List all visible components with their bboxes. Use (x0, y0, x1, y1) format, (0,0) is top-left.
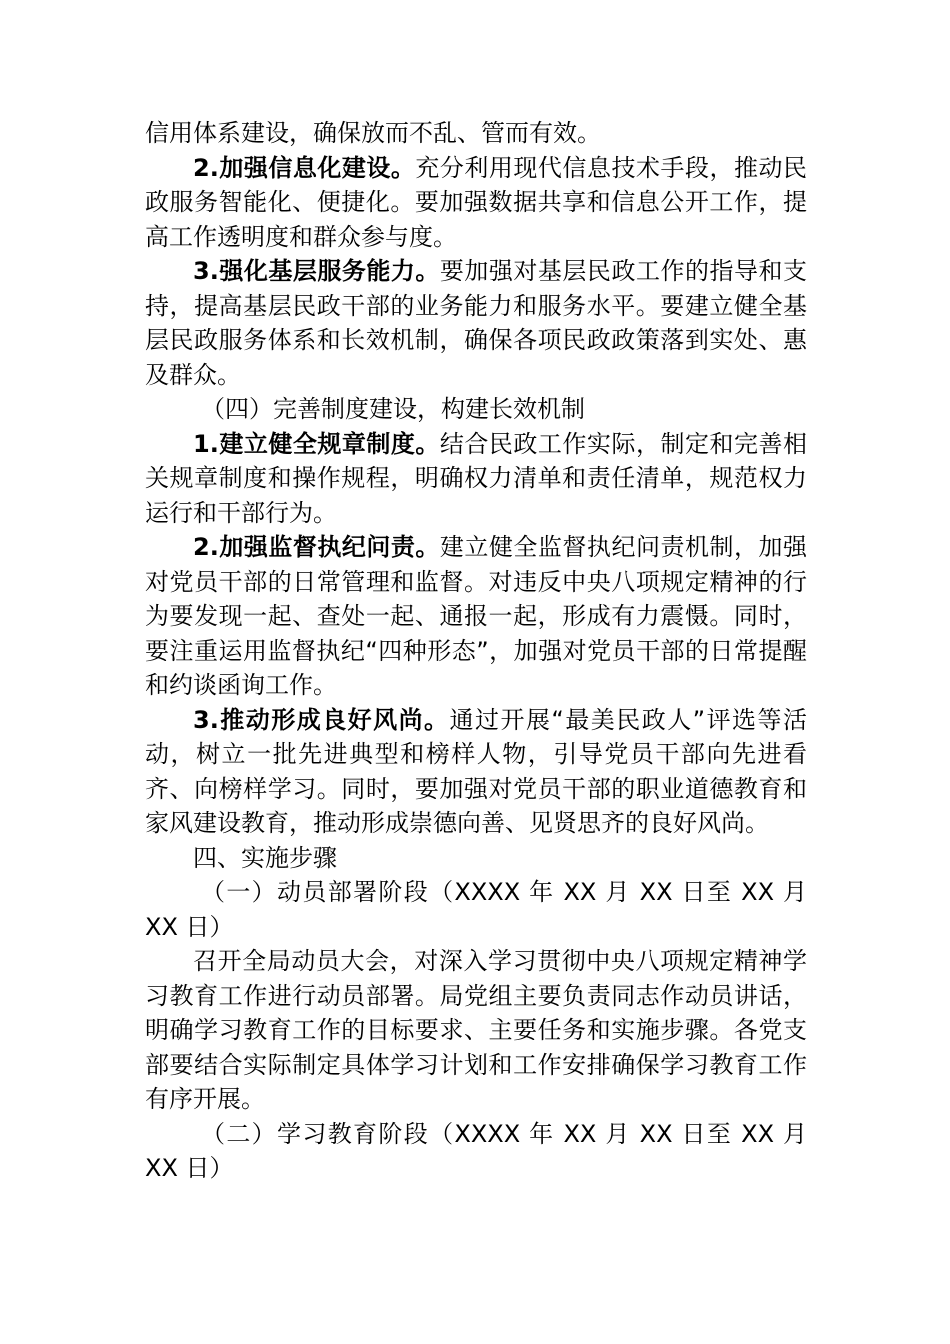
paragraph-item (145, 254, 807, 392)
document-body (145, 116, 807, 1186)
paragraph-text: 通过开展“最美民政人”评选等活动，树立一批先进典型和榜样人物，引导党员干部向先进看齐、向榜样学习。同时，要加强对党员干部的职业道德教育和家风建设教育，推动形成崇德向善、见贤思齐的良好风尚。 (145, 705, 807, 837)
paragraph-item (145, 530, 807, 703)
item-heading: 1.建立健全规章制度。 (193, 429, 440, 458)
paragraph-text: 建立健全监督执纪问责机制，加强对党员干部的日常管理和监督。对违反中央八项规定精神的行为要发现一起、查处一起、通报一起，形成有力震慑。同时，要注重运用监督执纪“四种形态”，加强对党员干部的日常提醒和约谈函询工作。 (145, 533, 807, 699)
paragraph-text: 要加强对基层民政工作的指导和支持，提高基层民政干部的业务能力和服务水平。要建立健全基层民政服务体系和长效机制，确保各项民政政策落到实处、惠及群众。 (145, 257, 807, 389)
subheading (145, 392, 807, 427)
paragraph-continuation (145, 116, 807, 151)
item-heading: 2.加强监督执纪问责。 (193, 533, 440, 561)
subheading (145, 875, 807, 944)
paragraph-text: 充分利用现代信息技术手段，推动民政服务智能化、便捷化。要加强数据共享和信息公开工作，提高工作透明度和群众参与度。 (145, 153, 807, 251)
item-heading: 2.加强信息化建设。 (193, 153, 416, 182)
section-heading (145, 841, 807, 876)
subheading (145, 1117, 807, 1186)
subheading-text: （四）完善制度建设，构建长效机制 (201, 395, 585, 423)
paragraph-text: 结合民政工作实际，制定和完善相关规章制度和操作规程，明确权力清单和责任清单，规范权力运行和干部行为。 (145, 429, 807, 527)
paragraph-item (145, 151, 807, 255)
paragraph-item (145, 703, 807, 841)
paragraph-item (145, 427, 807, 531)
item-heading: 3.推动形成良好风尚。 (193, 705, 450, 734)
subheading-text: （二）学习教育阶段（XXXX 年 XX 月 XX 日至 XX 月 XX 日） (145, 1119, 807, 1182)
paragraph-text: 信用体系建设，确保放而不乱、管而有效。 (145, 119, 601, 147)
paragraph-text: 召开全局动员大会，对深入学习贯彻中央八项规定精神学习教育工作进行动员部署。局党组主要负责同志作动员讲话，明确学习教育工作的目标要求、主要任务和实施步骤。各党支部要结合实际制定具体学习计划和工作安排确保学习教育工作有序开展。 (145, 947, 807, 1113)
item-heading: 3.强化基层服务能力。 (193, 257, 440, 285)
subheading-text: （一）动员部署阶段（XXXX 年 XX 月 XX 日至 XX 月 XX 日） (145, 878, 807, 941)
section-heading-text: 四、实施步骤 (193, 843, 337, 872)
paragraph-body (145, 944, 807, 1117)
